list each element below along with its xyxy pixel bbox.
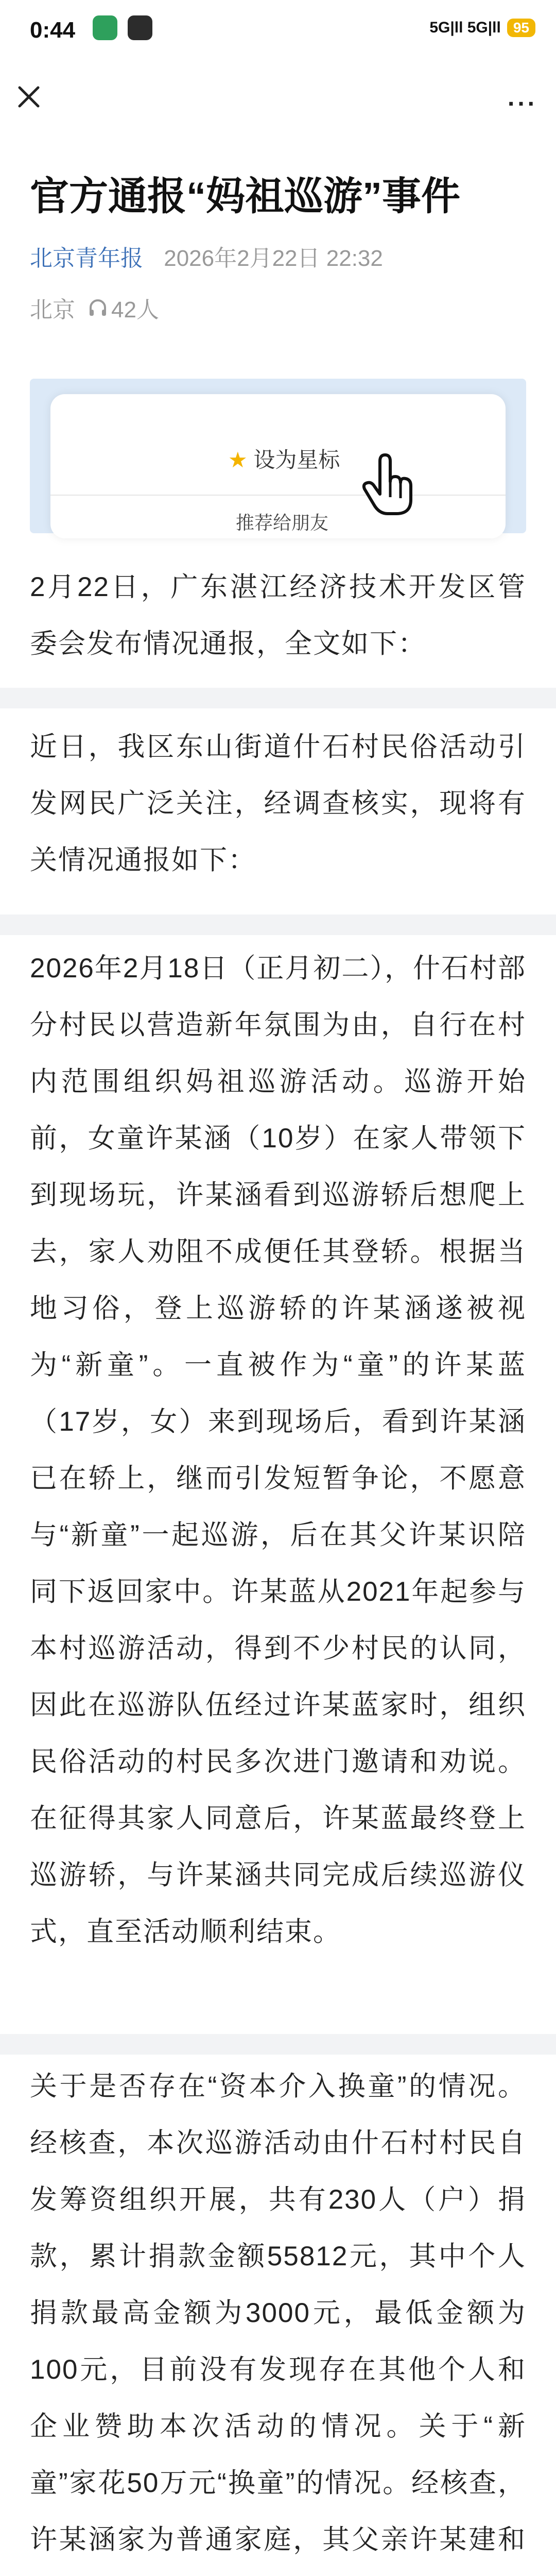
close-icon[interactable] [14,82,43,111]
recommend-button[interactable]: 推荐给朋友 [236,512,329,533]
more-icon[interactable]: ... [507,84,537,111]
battery-icon: 95 [507,19,535,37]
listen-button[interactable] [88,291,159,324]
set-star-button[interactable] [228,443,340,474]
signal-icon: 5G|ll 5G|ll [429,19,501,36]
listen-count: 42人 [111,297,159,323]
article-location: 北京 [30,297,75,323]
pointer-hand-icon [359,451,416,518]
article-paragraph: 近日，我区东山街道什石村民俗活动引发网民广泛关注，经调查核实，现将有关情况通报如下： [30,732,526,875]
article-meta-secondary [30,291,159,324]
star-icon: ★ [228,448,248,472]
banner-divider [50,495,506,496]
article-paragraph: 关于是否存在“资本介入换童”的情况。经核查，本次巡游活动由什石村村民自发筹资组织开展，共有230人（户）捐款，累计捐款金额55812元，其中个人捐款最高金额为3000元，最低金额为100元，目前没有发现存在其他个人和企业赞助本次活动的情况。关于“新童”家花50万元“换童”的情况。经核查，许某涵家为普通家庭，其父亲许某建和 [30,2071,526,2555]
status-time: 0:44 [30,18,76,43]
follow-banner [30,379,526,533]
top-toolbar [0,67,556,124]
article-title: 官方通报“妈祖巡游”事件 [30,175,460,218]
article-paragraph: 2月22日，广东湛江经济技术开发区管委会发布情况通报，全文如下： [30,572,526,659]
article-source-link[interactable]: 北京青年报 [30,246,143,271]
set-star-label: 设为星标 [253,448,340,472]
app-notification-icon [93,15,117,40]
headphones-icon [88,297,108,318]
section-divider [0,2034,556,2055]
status-bar [0,0,556,62]
section-divider [0,914,556,935]
app-notification-icon [128,15,152,40]
follow-banner-card [50,394,506,538]
section-divider [0,688,556,708]
status-indicators [429,19,535,37]
article-paragraph: 2026年2月18日（正月初二），什石村部分村民以营造新年氛围为由，自行在村内范围组织妈祖巡游活动。巡游开始前，女童许某涵（10岁）在家人带领下到现场玩，许某涵看到巡游轿后想爬上去，家人劝阻不成便任其登轿。根据当地习俗，登上巡游轿的许某涵遂被视为“新童”。一直被作为“童”的许某蓝（17岁，女）来到现场后，看到许某涵已在轿上，继而引发短暂争论，不愿意与“新童”一起巡游，后在其父许某识陪同下返回家中。许某蓝从2021年起参与本村巡游活动，得到不少村民的认同，因此在巡游队伍经过许某蓝家时，组织民俗活动的村民多次进门邀请和劝说。在征得其家人同意后，许某蓝最终登上巡游轿，与许某涵共同完成后续巡游仪式，直至活动顺利结束。 [30,953,526,1947]
article-meta [30,240,383,273]
article-datetime: 2026年2月22日 22:32 [164,246,383,271]
